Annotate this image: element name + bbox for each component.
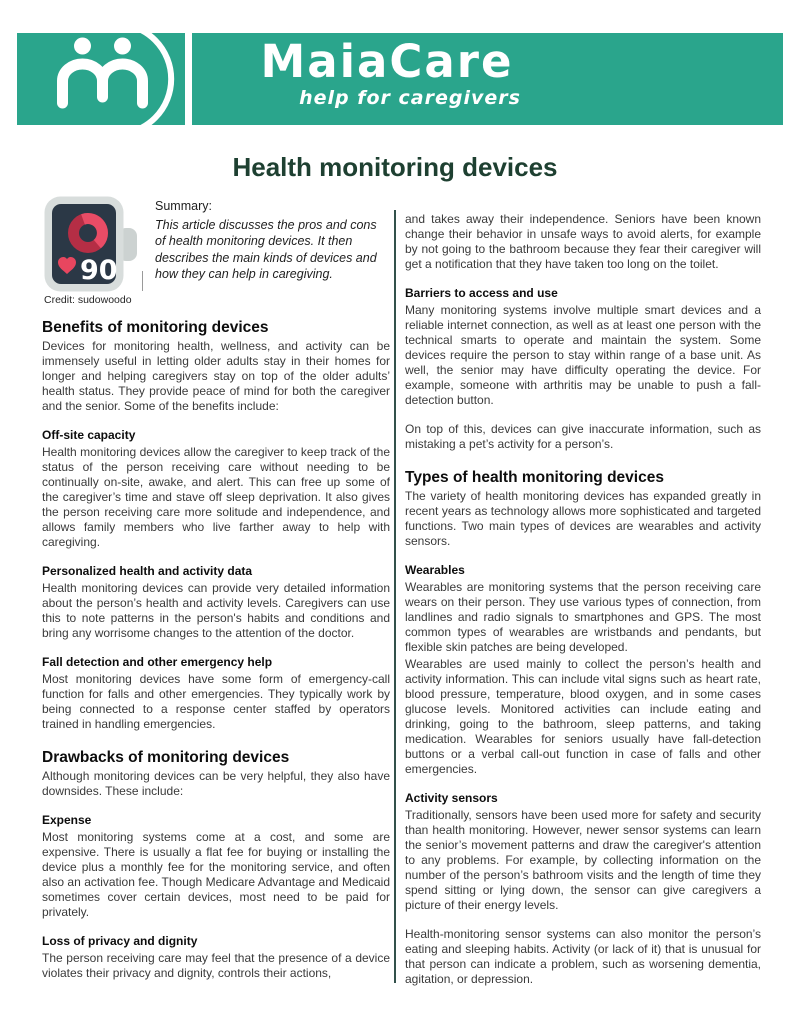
- image-credit: Credit: sudowoodo: [44, 294, 132, 306]
- brand-tagline: help for caregivers: [299, 87, 521, 109]
- section-heading: Off-site capacity: [42, 428, 136, 442]
- summary-block: [155, 198, 407, 283]
- brand-group: [187, 33, 587, 125]
- header-banner: [17, 33, 783, 125]
- column-divider: [394, 210, 396, 983]
- paragraph: The person receiving care may feel that the presence of a device violates their privacy and dignity, controls their actions,: [42, 951, 390, 980]
- left-column: [42, 318, 390, 981]
- section-heading: Activity sensors: [405, 791, 498, 805]
- section-heading: Expense: [42, 813, 92, 827]
- section-heading: Loss of privacy and dignity: [42, 934, 198, 948]
- brand-name: MaiaCare: [260, 35, 514, 88]
- paragraph: Although monitoring devices can be very helpful, they also have downsides. These include:: [42, 769, 390, 798]
- section-heading: Personalized health and activity data: [42, 564, 253, 578]
- paragraph: The variety of health monitoring devices has expanded greatly in recent years as technology allows more sophisticated and targeted functions. Two main types of devices are wearables and activity sensors.: [405, 489, 761, 548]
- summary-label: Summary:: [155, 199, 212, 213]
- smartwatch-image: [44, 195, 138, 293]
- paragraph: Wearables are used mainly to collect the person’s health and activity information. This can include vital signs such as heart rate, blood pressure, temperature, blood oxygen, and in some cases glucose levels. Monitored activities can include eating and drinking, going to the bathroom, sleep patterns, and taking medication. Wearables for seniors usually have fall-detection buttons or a verbal call-out function in case of falls and other emergencies.: [405, 657, 761, 776]
- paragraph: Health monitoring devices can provide very detailed information about the person’s health and activity levels. Caregivers can use this to note patterns in the person's habits and conditions and bring any worrisome changes to the attention of the doctor.: [42, 581, 390, 640]
- section-heading: Fall detection and other emergency help: [42, 655, 273, 669]
- logo-person-head-left: [74, 38, 91, 55]
- section-heading: Wearables: [405, 563, 465, 577]
- summary-line: of health monitoring devices. It then: [155, 234, 353, 249]
- summary-line: describes the main kinds of devices and: [155, 250, 377, 265]
- paragraph: Health monitoring devices allow the caregiver to keep track of the status of the person receiving care without needing to be continually on-site, awake, and alert. This can free up some of the caregiver’s time and stave off sleep deprivation. It also gives the person receiving care more solitude and independence, and allows family members who live farther away to help with caregiving.: [42, 445, 390, 549]
- heart-rate-value: 90: [80, 255, 118, 286]
- paragraph: and takes away their independence. Seniors have been known change their behavior in unsafe ways to avoid alerts, for example by not going to the bathroom because they fear their caregiver will get a notification that they have taken too long on the toilet.: [405, 212, 761, 271]
- section-heading: Drawbacks of monitoring devices: [42, 749, 290, 766]
- paragraph: Devices for monitoring health, wellness, and activity can be immensely useful in letting older adults stay in their homes for longer and helping caregivers stay on top of the older adults’ health status. They provide peace of mind for both the caregiver and the senior. Some of the benefits include:: [42, 339, 390, 413]
- section-heading: Barriers to access and use: [405, 286, 558, 300]
- paragraph: Traditionally, sensors have been used more for safety and security than health monitoring. However, newer sensor systems can learn the senior’s movement patterns and draw the caregiver's attention to any problems. For example, by collecting information on the number of the person’s bathroom visits and the length of time they spend sitting or lying down, the sensor can give caregivers a picture of their energy levels.: [405, 808, 761, 912]
- paragraph: Wearables are monitoring systems that the person receiving care wears on their person. They use various types of connection, from landlines and radio signals to smartphones and GPS. The most common types of wearables are wristbands and pendants, but flexible skin patches are being developed.: [405, 580, 761, 654]
- summary-line: how they can help in caregiving.: [155, 267, 333, 282]
- section-heading: Benefits of monitoring devices: [42, 319, 269, 336]
- paragraph: Most monitoring systems come at a cost, and some are expensive. There is usually a flat fee for buying or installing the device plus a monthly fee for the monitoring service, and often also an activation fee. Though Medicare Advantage and Medicaid sometimes cover certain devices, most need to be paid for privately.: [42, 830, 390, 919]
- maiacare-logo-icon: [17, 33, 187, 125]
- summary-line: This article discusses the pros and cons: [155, 218, 377, 232]
- logo-m-shape: [63, 64, 143, 103]
- paragraph: On top of this, devices can give inaccurate information, such as mistaking a pet’s activity for a person’s.: [405, 422, 761, 451]
- figure-edge-mark: [142, 271, 143, 291]
- page-title: Health monitoring devices: [232, 152, 558, 182]
- section-heading: Types of health monitoring devices: [405, 469, 664, 486]
- logo-person-head-right: [114, 38, 131, 55]
- paragraph: Most monitoring devices have some form of emergency-call function for falls and other emergencies. They typically work by being connected to a response center staffed by operators trained in handling emergencies.: [42, 672, 390, 731]
- paragraph: Health-monitoring sensor systems can also monitor the person’s eating and sleeping habits. Activity (or lack of it) that is unusual for that person can indicate a problem, such as worsening dementia, agitation, or depression.: [405, 927, 761, 986]
- right-column: [405, 210, 761, 987]
- paragraph: Many monitoring systems involve multiple smart devices and a reliable internet connection, as well as at least one person with the technical smarts to operate and maintain the system. Some devices require the person to stay within range of a base unit. As well, the senior may have difficulty operating the device. For example, someone with arthritis may be unable to push a fall-detection button.: [405, 303, 761, 407]
